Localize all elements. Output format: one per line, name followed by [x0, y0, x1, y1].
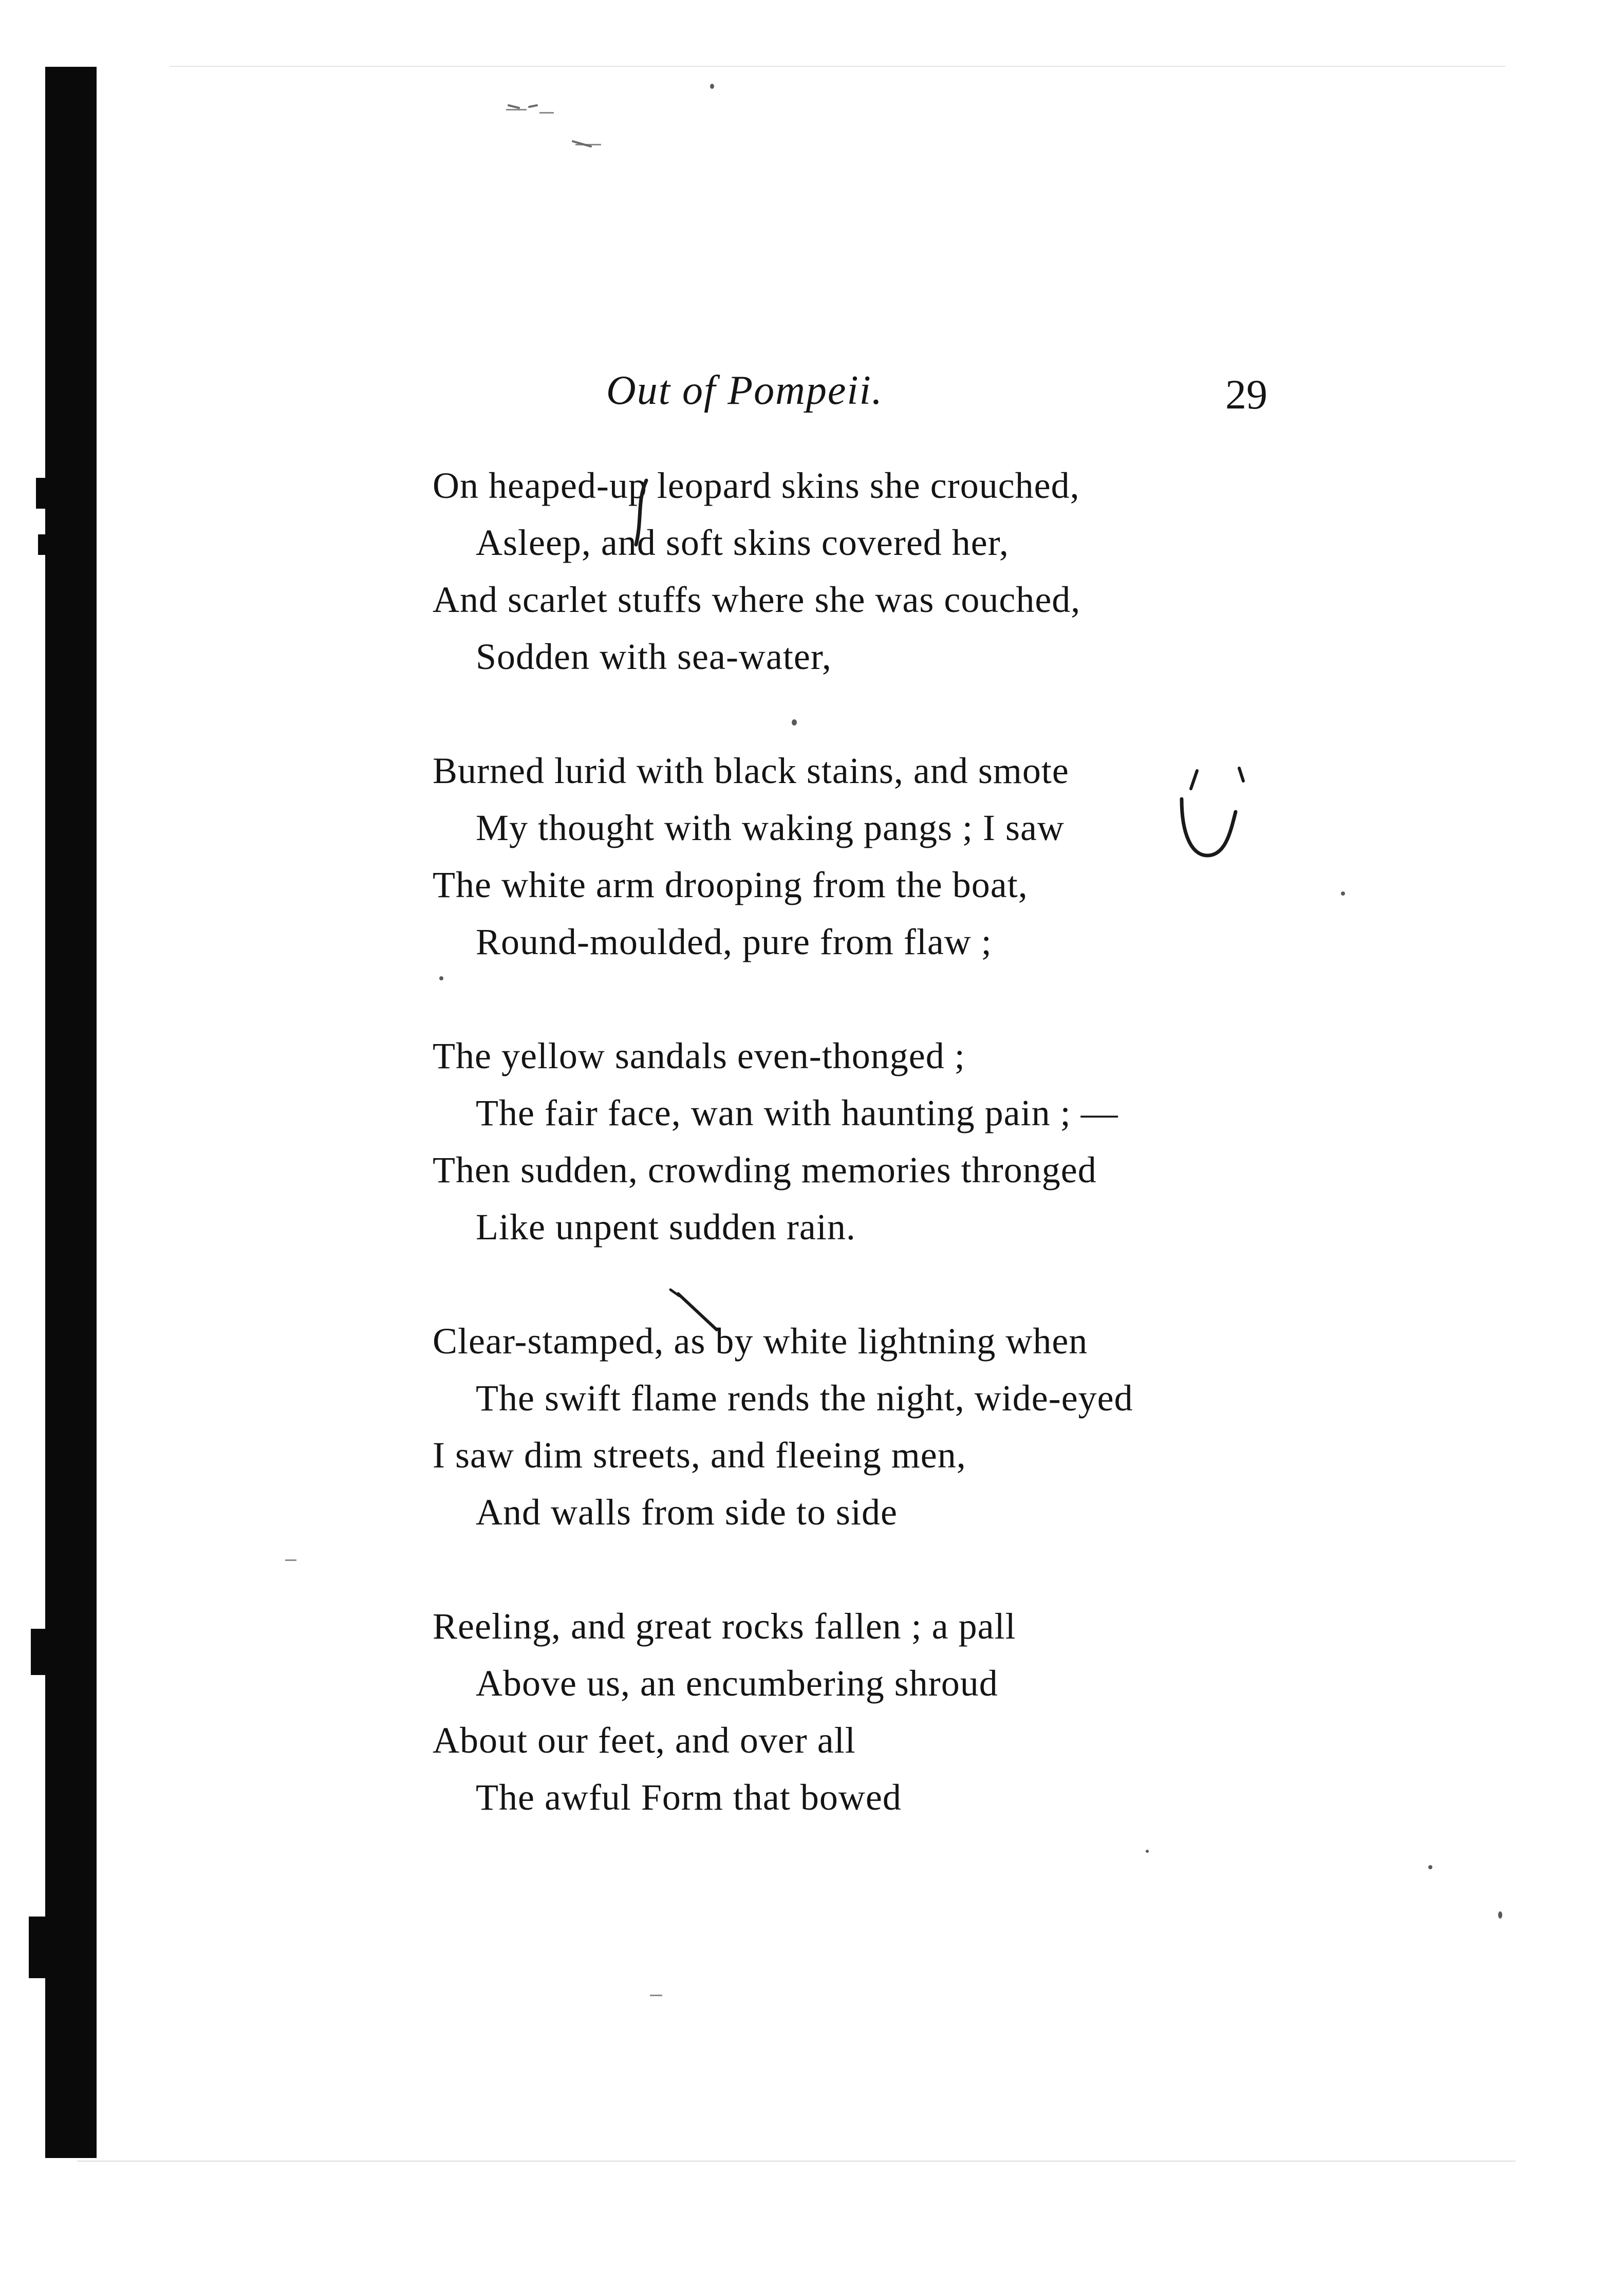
- scan-noise: [650, 1995, 662, 1996]
- scan-noise: [506, 109, 527, 110]
- poem-line: And scarlet stuffs where she was couched,: [433, 579, 1081, 620]
- running-title: Out of Pompeii.: [606, 368, 883, 413]
- poem: [433, 457, 1409, 1883]
- poem-line: Burned lurid with black stains, and smote: [433, 750, 1069, 791]
- stanza-3: [433, 1028, 1409, 1256]
- stanza-5: [433, 1598, 1409, 1826]
- scan-noise: [1498, 1911, 1502, 1919]
- poem-line: Clear-stamped, as by white lightning when: [433, 1321, 1088, 1362]
- stanza-1: [433, 457, 1409, 685]
- poem-line: About our feet, and over all: [433, 1720, 856, 1761]
- scan-noise: [710, 84, 714, 89]
- poem-line: The swift flame rends the night, wide-eyed: [476, 1378, 1133, 1419]
- scan-noise: [1428, 1865, 1432, 1869]
- scan-noise: [575, 144, 601, 145]
- poem-line: Asleep, and soft skins covered her,: [476, 522, 1009, 563]
- poem-line: Like unpent sudden rain.: [476, 1206, 856, 1248]
- poem-line: And walls from side to side: [476, 1492, 898, 1533]
- poem-line: I saw dim streets, and fleeing men,: [433, 1435, 966, 1476]
- scan-noise: [285, 1559, 296, 1561]
- poem-line: Round-moulded, pure from flaw ;: [476, 921, 992, 962]
- page-number: 29: [1225, 371, 1267, 418]
- binding-notch: [31, 1629, 51, 1675]
- binding-notch: [38, 534, 51, 555]
- poem-line: Then sudden, crowding memories thronged: [433, 1149, 1097, 1191]
- poem-line: Reeling, and great rocks fallen ; a pall: [433, 1606, 1016, 1647]
- poem-line: The white arm drooping from the boat,: [433, 864, 1028, 905]
- scan-noise: [539, 112, 554, 114]
- stanza-2: [433, 742, 1409, 971]
- poem-line: The fair face, wan with haunting pain ; —: [476, 1092, 1118, 1133]
- poem-line: On heaped-up leopard skins she crouched,: [433, 465, 1080, 506]
- scan-edge-noise: [77, 2161, 1516, 2162]
- poem-line: The awful Form that bowed: [476, 1777, 902, 1818]
- scan-edge-noise: [170, 66, 1505, 67]
- poem-line: Above us, an encumbering shroud: [476, 1663, 998, 1704]
- poem-line: Sodden with sea-water,: [476, 636, 832, 677]
- binding-notch: [36, 478, 51, 509]
- binding-notch: [29, 1917, 51, 1978]
- poem-line: The yellow sandals even-thonged ;: [433, 1035, 965, 1076]
- stanza-4: [433, 1313, 1409, 1541]
- pen-squiggle-mark: [509, 105, 591, 146]
- running-header: [0, 360, 1624, 421]
- poem-line: My thought with waking pangs ; I saw: [476, 807, 1065, 848]
